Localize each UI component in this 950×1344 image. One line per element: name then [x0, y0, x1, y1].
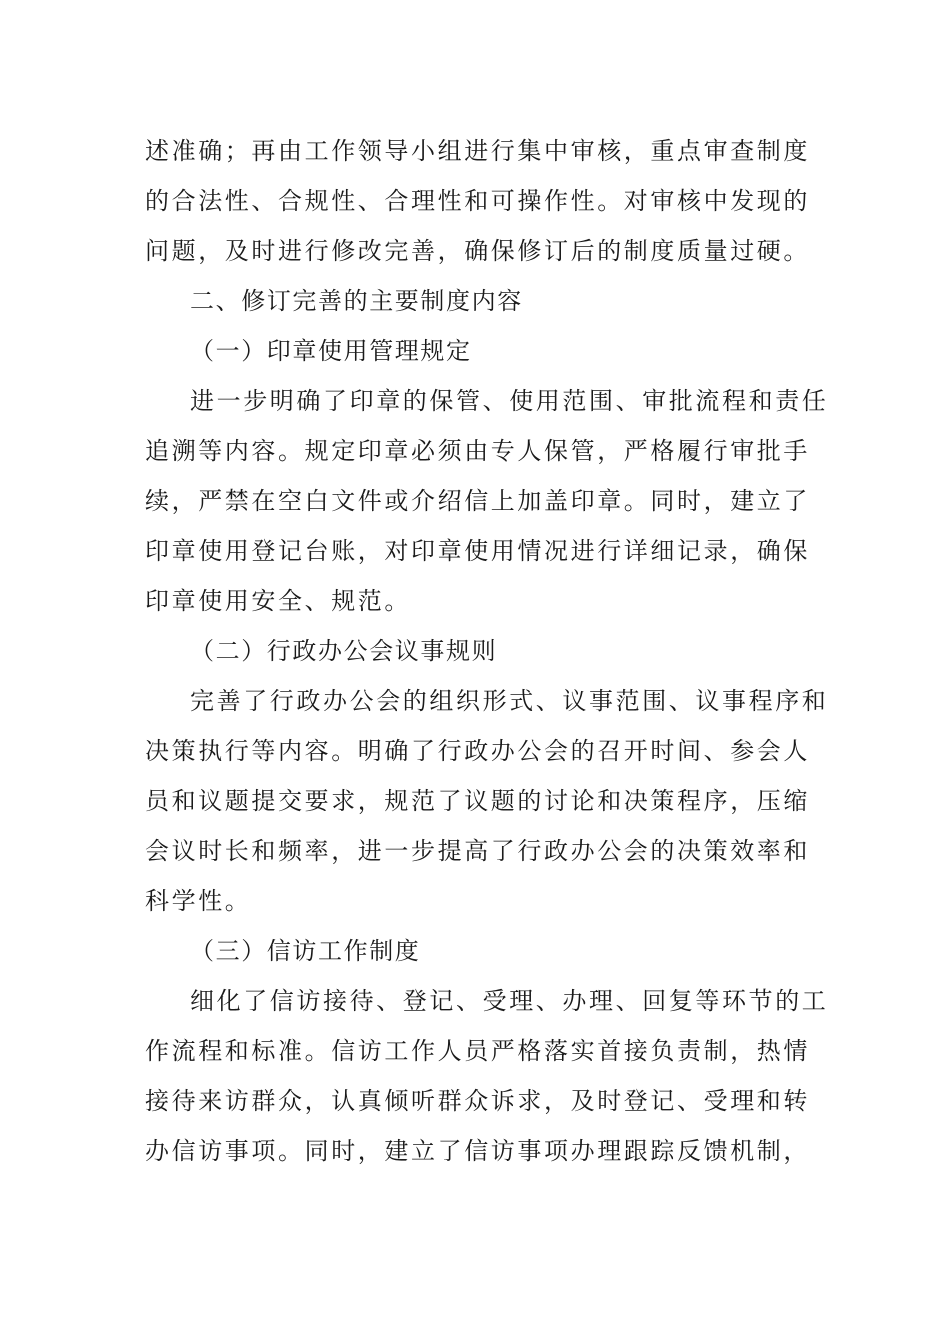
subsection-heading: （一）印章使用管理规定: [190, 337, 472, 365]
paragraph-line: 员和议题提交要求，规范了议题的讨论和决策程序，压缩: [145, 787, 810, 815]
paragraph-line: 会议时长和频率，进一步提高了行政办公会的决策效率和: [145, 837, 810, 865]
paragraph-line: 续，严禁在空白文件或介绍信上加盖印章。同时，建立了: [145, 487, 810, 515]
paragraph-line: 印章使用安全、规范。: [145, 587, 411, 615]
paragraph-line: 完善了行政办公会的组织形式、议事范围、议事程序和: [190, 687, 829, 715]
paragraph-line: 进一步明确了印章的保管、使用范围、审批流程和责任: [190, 387, 829, 415]
section-heading: 二、修订完善的主要制度内容: [190, 287, 523, 315]
paragraph-line: 作流程和标准。信访工作人员严格落实首接负责制，热情: [145, 1037, 810, 1065]
paragraph-line: 述准确；再由工作领导小组进行集中审核，重点审查制度: [145, 137, 810, 165]
paragraph-line: 的合法性、合规性、合理性和可操作性。对审核中发现的: [145, 187, 810, 215]
paragraph-line: 印章使用登记台账，对印章使用情况进行详细记录，确保: [145, 537, 810, 565]
paragraph-line: 办信访事项。同时，建立了信访事项办理跟踪反馈机制，: [145, 1137, 810, 1165]
subsection-heading: （二）行政办公会议事规则: [190, 637, 498, 665]
paragraph-line: 决策执行等内容。明确了行政办公会的召开时间、参会人: [145, 737, 810, 765]
paragraph-line: 问题，及时进行修改完善，确保修订后的制度质量过硬。: [145, 237, 810, 265]
paragraph-line: 接待来访群众，认真倾听群众诉求，及时登记、受理和转: [145, 1087, 810, 1115]
paragraph-line: 追溯等内容。规定印章必须由专人保管，严格履行审批手: [145, 437, 810, 465]
paragraph-line: 科学性。: [145, 887, 252, 915]
subsection-heading: （三）信访工作制度: [190, 937, 421, 965]
paragraph-line: 细化了信访接待、登记、受理、办理、回复等环节的工: [190, 987, 829, 1015]
